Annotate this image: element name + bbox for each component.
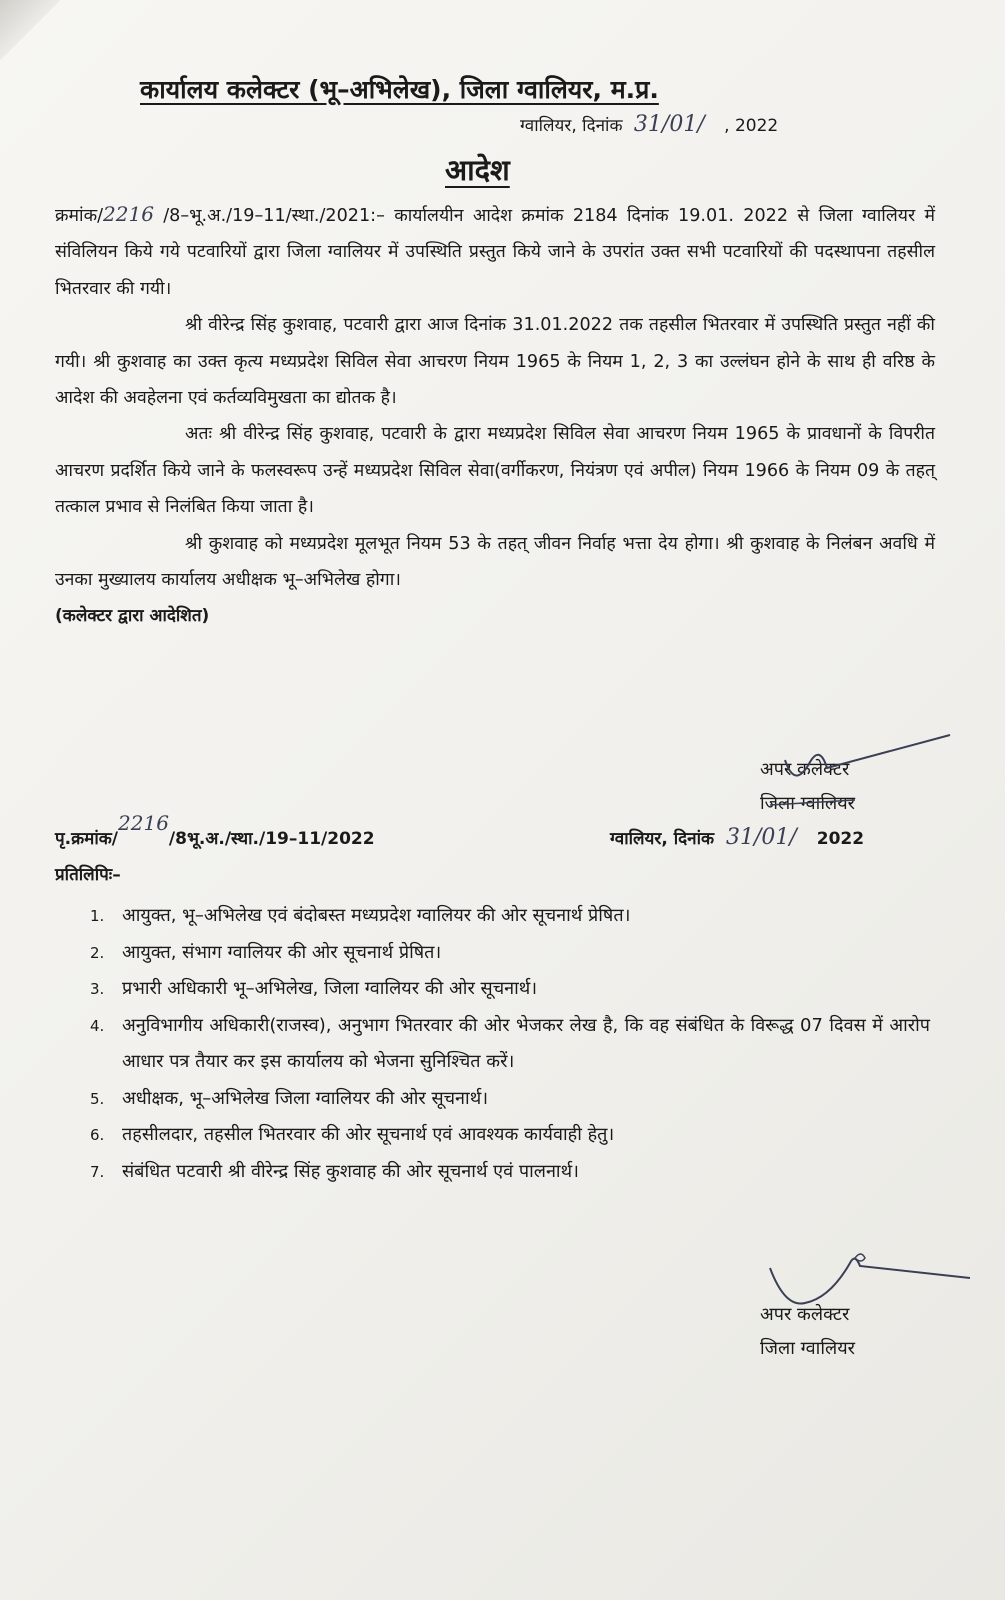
list-item-text: तहसीलदार, तहसील भितरवार की ओर सूचनार्थ एवं आवश्यक कार्यवाही हेतु। (122, 1124, 615, 1145)
copy-dateline-handwritten-date: 31/01/ (726, 825, 797, 850)
list-item-number: 1. (90, 907, 105, 925)
signature-1-designation: अपर कलेक्टर (760, 759, 850, 780)
copy-ref-number (55, 811, 375, 849)
list-item (90, 1117, 930, 1154)
office-heading: कार्यालय कलेक्टर (भू–अभिलेख), जिला ग्वालियर, म.प्र. (140, 75, 659, 104)
order-paragraph-1-text: /8–भू.अ./19–11/स्था./2021:– कार्यालयीन आदेश क्रमांक 2184 दिनांक 19.01. 2022 से जिला ग्वालियर में संविलियन किये गये पटवारियों द्वारा जिला ग्वालियर में उपस्थिति प्रस्तुत किये जाने के उपरांत उक्त सभी पटवारियों की पदस्थापना तहसील भितरवार की गयी। (55, 206, 935, 299)
copy-ref-text: /8भू.अ./स्था./19–11/2022 (168, 829, 375, 849)
order-paragraph-2: श्री वीरेन्द्र सिंह कुशवाह, पटवारी द्वारा आज दिनांक 31.01.2022 तक तहसील भितरवार में उपस्थिति प्रस्तुत नहीं की गयी। श्री कुशवाह का उक्त कृत्य मध्यप्रदेश सिविल सेवा आचरण नियम 1965 के नियम 1, 2, 3 का उल्लंघन होने के साथ ही वरिष्ठ के आदेश की अवहेलना एवं कर्तव्यविमुखता का द्योतक है। (55, 315, 935, 409)
copy-ref-dateline (610, 825, 864, 850)
order-body (55, 196, 935, 635)
list-item (90, 1081, 930, 1118)
list-item-number: 5. (90, 1089, 105, 1108)
list-item-text: संबंधित पटवारी श्री वीरेन्द्र सिंह कुशवाह की ओर सूचनार्थ एवं पालनार्थ। (122, 1160, 579, 1182)
order-paragraph-1 (55, 196, 935, 307)
copy-recipients-list (90, 898, 930, 1190)
list-item-text: आयुक्त, भू–अभिलेख एवं बंदोबस्त मध्यप्रदेश ग्वालियर की ओर सूचनार्थ प्रेषित। (122, 905, 631, 926)
signature-block-2 (760, 1298, 960, 1366)
list-item-number: 4. (90, 1016, 105, 1035)
ordered-by-note: (कलेक्टर द्वारा आदेशित) (55, 606, 210, 627)
order-ref-prefix: क्रमांक/ (55, 206, 104, 226)
list-item-text: अधीक्षक, भू–अभिलेख जिला ग्वालियर की ओर सूचनार्थ। (122, 1087, 489, 1109)
list-item (90, 935, 930, 972)
dateline-place: ग्वालियर, दिनांक (520, 116, 623, 136)
list-item (90, 898, 930, 935)
signature-1-district: जिला ग्वालियर (760, 793, 856, 814)
list-item-number: 2. (90, 943, 105, 962)
list-item (90, 971, 930, 1008)
list-item (90, 1154, 930, 1191)
signature-2-district: जिला ग्वालियर (760, 1338, 856, 1359)
copy-ref-handwritten: 2216 (118, 811, 169, 835)
signature-2-designation: अपर कलेक्टर (760, 1304, 850, 1325)
copy-dateline-place: ग्वालियर, दिनांक (610, 829, 715, 849)
list-item-number: 7. (90, 1162, 105, 1181)
list-item-text: प्रभारी अधिकारी भू–अभिलेख, जिला ग्वालियर की ओर सूचनार्थ। (122, 978, 538, 999)
dateline-handwritten-date: 31/01/ (633, 112, 705, 137)
copy-to-label: प्रतिलिपिः– (55, 865, 121, 885)
list-item (90, 1008, 930, 1081)
order-title: आदेश (445, 153, 510, 187)
order-dateline (520, 112, 900, 137)
page-fold-shadow (0, 0, 60, 60)
copy-dateline-year: 2022 (816, 829, 865, 849)
order-ref-handwritten: 2216 (103, 202, 154, 226)
list-item-text: अनुविभागीय अधिकारी(राजस्व), अनुभाग भितरवार की ओर भेजकर लेख है, कि वह संबंधित के विरूद्ध 07 दिवस में आरोप आधार पत्र तैयार कर इस कार्यालय को भेजना सुनिश्चित करें। (122, 1014, 930, 1072)
dateline-year: , 2022 (724, 116, 779, 136)
order-paragraph-3: अतः श्री वीरेन्द्र सिंह कुशवाह, पटवारी के द्वारा मध्यप्रदेश सिविल सेवा आचरण नियम 1965 के प्रावधानों के विपरीत आचरण प्रदर्शित किये जाने के फलस्वरूप उन्हें मध्यप्रदेश सिविल सेवा(वर्गीकरण, नियंत्रण एवं अपील) नियम 1966 के नियम 09 के तहत् तत्काल प्रभाव से निलंबित किया जाता है। (55, 424, 935, 518)
copy-ref-prefix: पृ.क्रमांक/ (55, 829, 119, 849)
list-item-text: आयुक्त, संभाग ग्वालियर की ओर सूचनार्थ प्रेषित। (122, 941, 442, 963)
signature-block-1 (760, 753, 960, 821)
list-item-number: 3. (90, 980, 105, 998)
list-item-number: 6. (90, 1126, 105, 1144)
order-paragraph-4: श्री कुशवाह को मध्यप्रदेश मूलभूत नियम 53 के तहत् जीवन निर्वाह भत्ता देय होगा। श्री कुशवाह के निलंबन अवधि में उनका मुख्यालय कार्यालय अधीक्षक भू–अभिलेख होगा। (55, 533, 935, 591)
